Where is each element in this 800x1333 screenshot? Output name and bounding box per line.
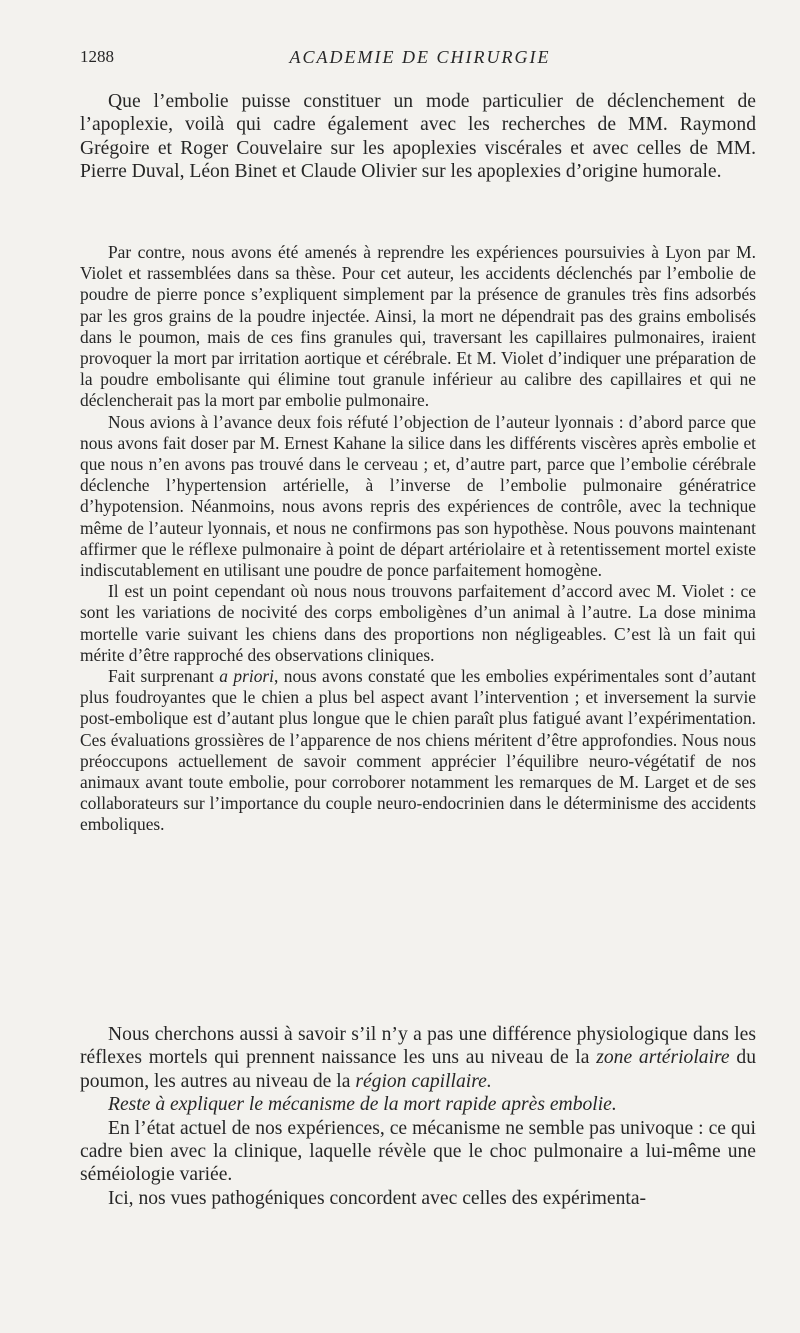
text-run: , nous avons constaté que les embolies expérimentales sont d’autant plus foudroyantes que le chien a plus bel aspect avant l’intervention ; et inversement la survie post-embolique est d’autant plus longue que le chien paraît plus fatigué avant l’expérimentation. Ces évaluations grossières de l’apparence de nos chiens méritent d’être approfondies. Nous nous préoccupons actuellement de savoir comment apprécier l’équilibre neuro-végétatif de nos animaux avant toute embolie, pour corroborer notamment les remarques de M. Larget et de ses collaborateurs sur l’importance du couple neuro-endocrinien dans le déterminisme des accidents emboliques. (80, 666, 756, 835)
paragraph-apoplexie: Que l’embolie puisse constituer un mode particulier de déclenchement de l’apoplexie, voilà qui cadre également avec les recherches de MM. Raymond Grégoire et Roger Couvelaire sur les apoplexies viscérales et avec celles de MM. Pierre Duval, Léon Binet et Claude Olivier sur les apoplexies d’origine humorale. (80, 91, 756, 183)
emphasis-zone-arteriolaire: zone artériolaire (596, 1047, 730, 1069)
text-run: du poumon, les autres au niveau de la (80, 1047, 756, 1092)
emphasis-reste-a-expliquer: Reste à expliquer le mécanisme de la mort rapide après embolie. (108, 1094, 617, 1116)
page-header (80, 47, 760, 73)
emphasis-a-priori: a priori (219, 666, 275, 687)
small-print-block (80, 242, 756, 836)
paragraph-violet-experiments: Par contre, nous avons été amenés à reprendre les expériences poursuivies à Lyon par M. Violet et rassemblées dans sa thèse. Pour cet auteur, les accidents déclenchés par l’embolie de poudre de pierre ponce s’expliquent simplement par la présence de granules très fins adsorbés par les gros grains de la poudre injectée. Ainsi, la mort ne dépendrait pas des grains embolisés dans le poumon, mais de ces fins granules qui, traversant les capillaires pulmonaires, iraient provoquer la mort par irritation aortique et cérébrale. Et M. Violet d’indiquer une préparation de la poudre embolisante qui élimine tout granule inférieur au calibre des capillaires et qui ne déclencherait pas la mort par embolie pulmonaire. (80, 242, 756, 411)
paragraph-mechanism-heading (80, 1093, 756, 1116)
intro-text-block (80, 90, 756, 184)
closing-text-block (80, 1023, 756, 1210)
text-run: Nous cherchons aussi à savoir s’il n’y a pas une différence physiologique dans les réflexes mortels qui prennent naissance les uns au niveau de la (80, 1024, 756, 1069)
emphasis-region-capillaire: région capillaire. (355, 1070, 492, 1092)
paragraph-objection: Nous avions à l’avance deux fois réfuté l’objection de l’auteur lyonnais : d’abord parce que nous avons fait doser par M. Ernest Kahane la silice dans les différents viscères après embolie et que nous n’en avons pas trouvé dans le cerveau ; et, d’autre part, parce que l’embolie cérébrale déclenche l’hypertension artérielle, à l’inverse de l’embolie pulmonaire génératrice d’hypotension. Néanmoins, nous avons repris des expériences de contrôle, avec la technique même de l’auteur lyonnais, et nous ne confirmons pas son hypothèse. Nous pouvons maintenant affirmer que le réflexe pulmonaire à point de départ artériolaire et à retentissement mortel existe indiscutablement en utilisant une poudre de ponce parfaitement homogène. (80, 411, 756, 581)
running-title: ACADEMIE DE CHIRURGIE (289, 47, 551, 67)
text-run: Fait surprenant (108, 666, 220, 687)
page-number: 1288 (80, 47, 114, 66)
paragraph-surprising-fact (80, 666, 756, 836)
paragraph-pathogenic-views: Ici, nos vues pathogéniques concordent avec celles des expérimenta- (108, 1187, 647, 1209)
paragraph-nocivite: Il est un point cependant où nous nous trouvons parfaitement d’accord avec M. Violet : ce sont les variations de nocivité des corps emboligènes d’un animal à l’autre. La dose minima mortelle varie suivant les chiens dans des proportions non négligeables. C’est là un fait qui mérite d’être rapproché des observations cliniques. (80, 581, 756, 665)
paragraph-current-state: En l’état actuel de nos expériences, ce mécanisme ne semble pas univoque : ce qui cadre bien avec la clinique, laquelle révèle que le choc pulmonaire a lui-même une séméiologie variée. (80, 1117, 756, 1186)
paragraph-physiological-difference (80, 1023, 756, 1093)
